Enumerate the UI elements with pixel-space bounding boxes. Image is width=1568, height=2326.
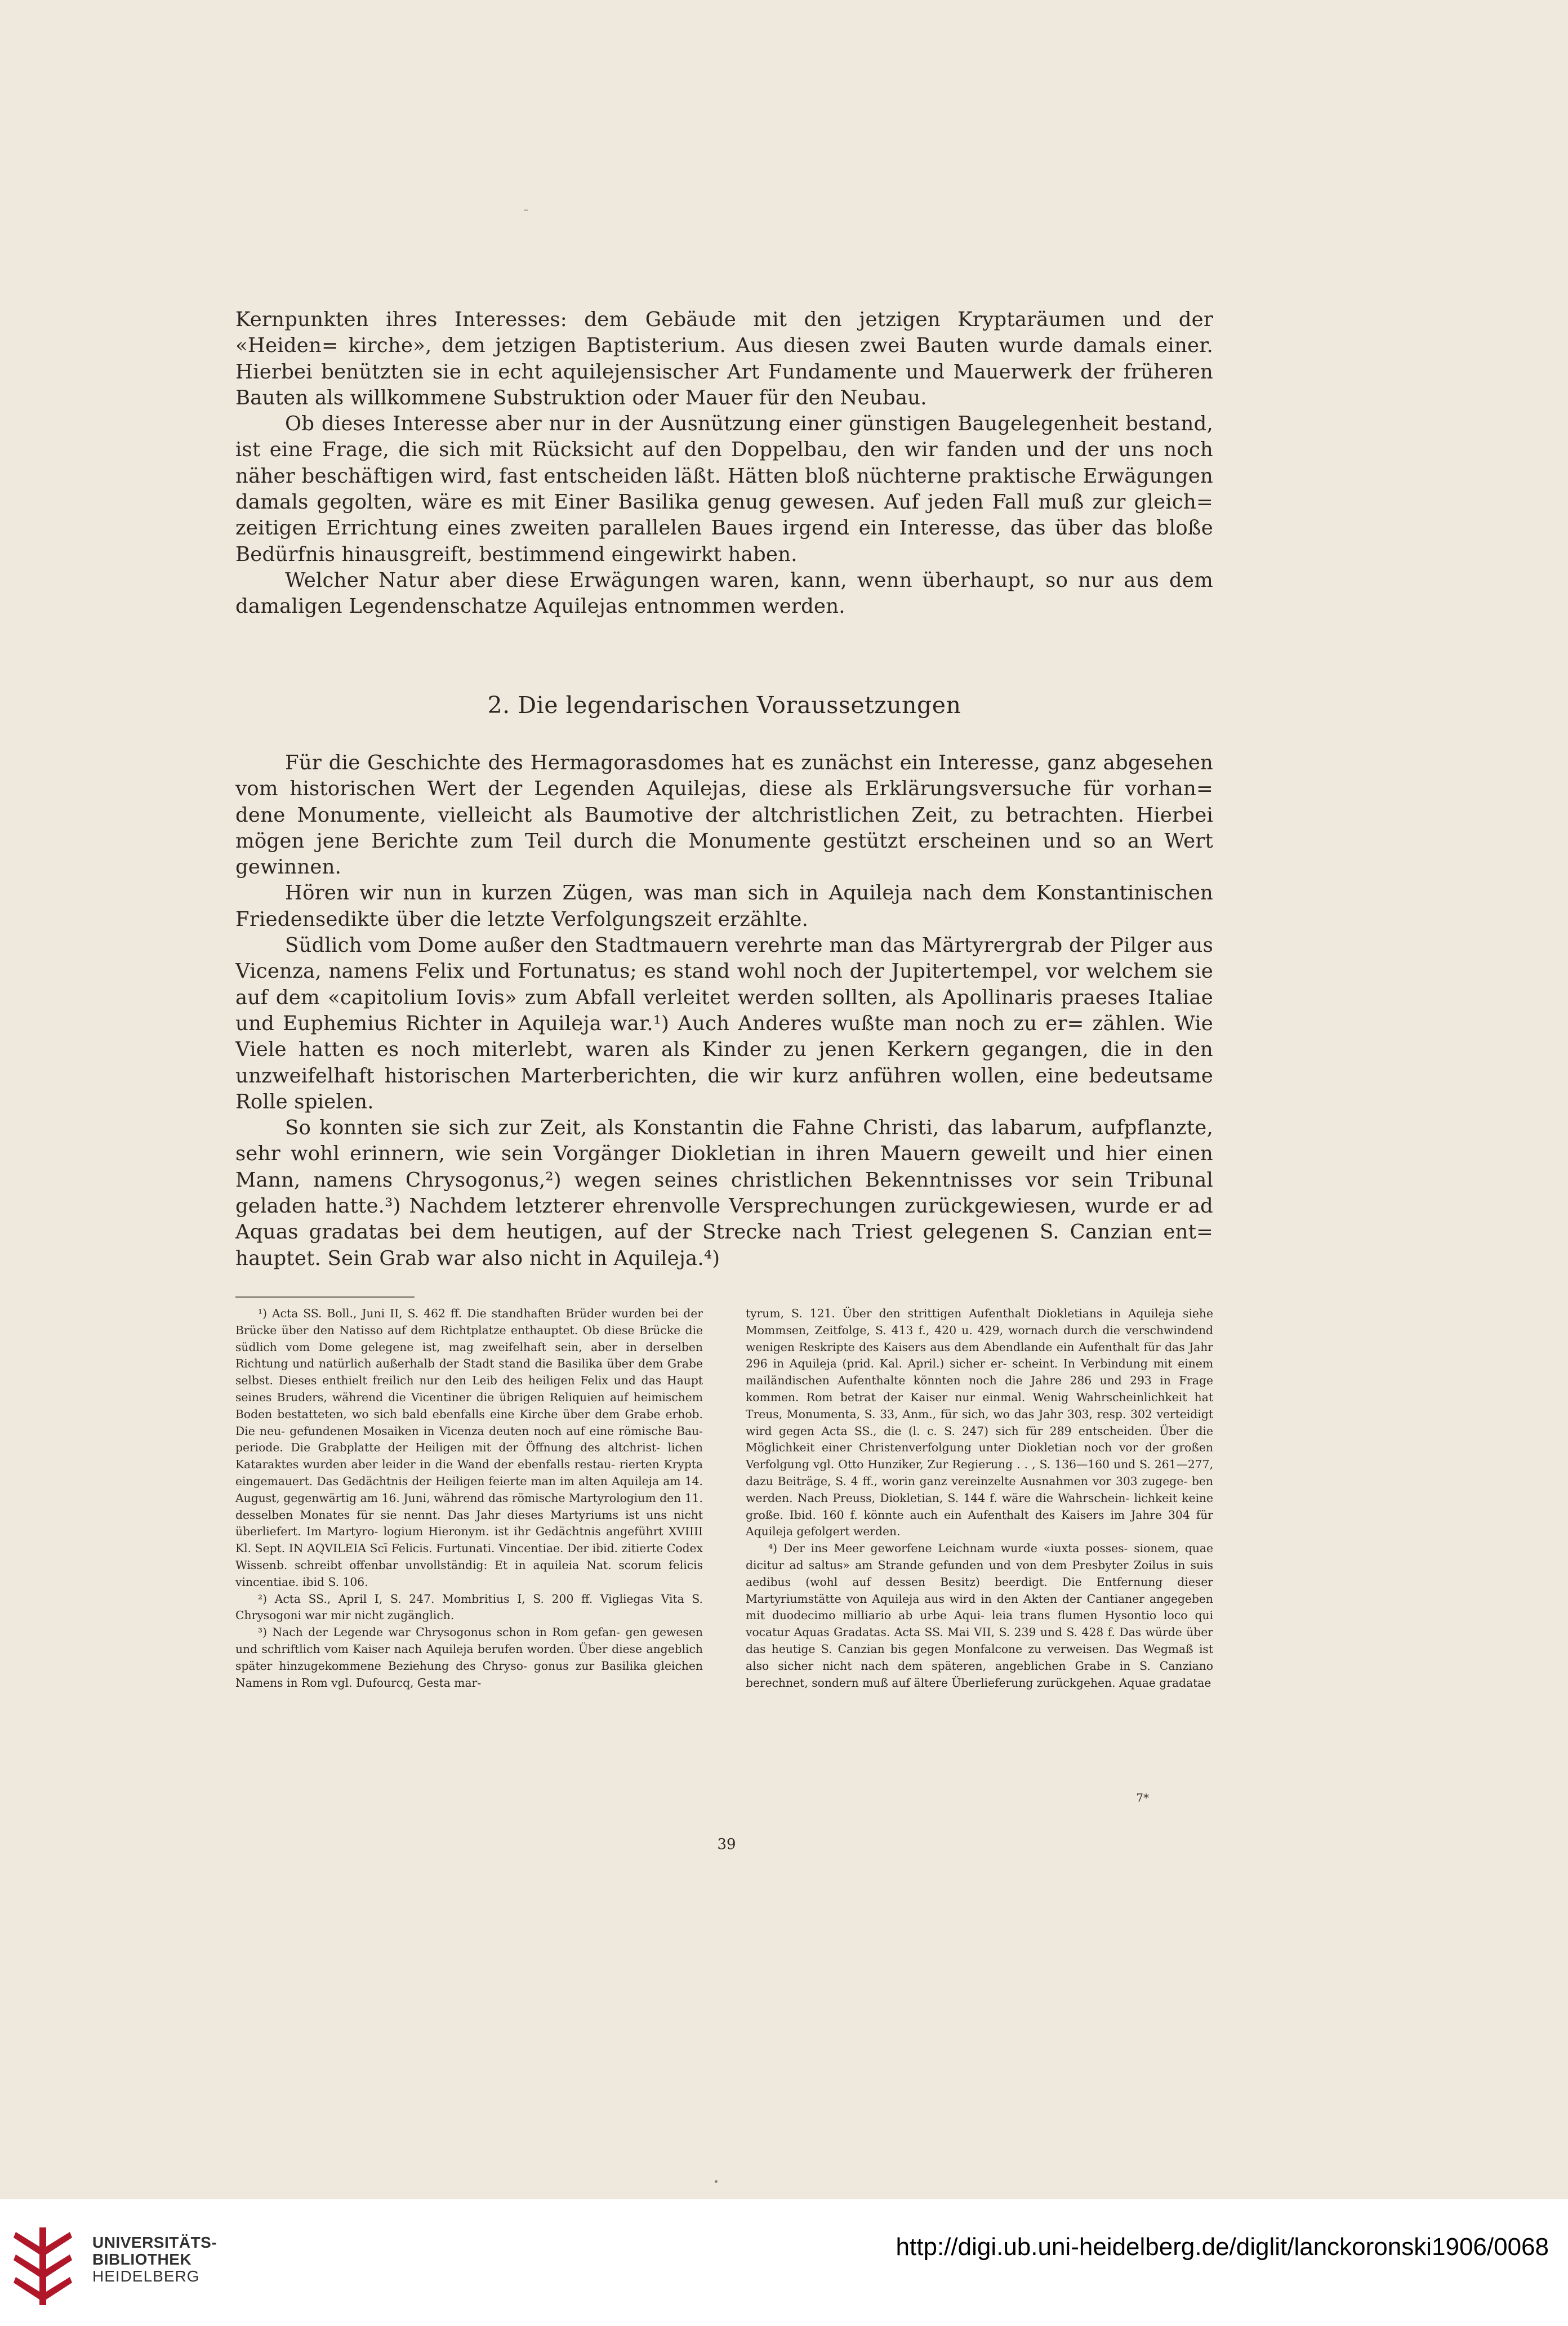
page-number: 39 [717, 1836, 736, 1853]
footnote: ¹) Acta SS. Boll., Juni II, S. 462 ff. Die standhaften Brüder wurden bei der Brücke über den Natisso auf dem Richtplatze enthauptet. Ob diese Brücke die südlich vom Dome gelegene ist, mag zweifelhaft sein, aber in derselben Richtung und natürlich außerhalb der Stadt stand die Basilika über dem Grabe selbst. Dieses enthielt freilich nur den Leib des heiligen Felix und das Haupt seines Bruders, während die Vicentiner die übrigen Reliquien auf heimischem Boden bestatteten, wo sich bald ebenfalls eine Kirche über dem Grabe erhob. Die neu- gefundenen Mosaiken in Vicenza deuten noch auf eine römische Bau- periode. Die Grabplatte der Heiligen mit der Öffnung des altchrist- lichen Kataraktes wurden aber leider in die Wand der ebenfalls restau- rierten Krypta eingemauert. Das Gedächtnis der Heiligen feierte man im alten Aquileja am 14. August, gegenwärtig am 16. Juni, während das römische Martyrologium den 11. desselben Monates für sie nennt. Das Jahr dieses Martyriums ist uns nicht überliefert. Im Martyro- logium Hieronym. ist ihr Gedächtnis angeführt XVIIII Kl. Sept. IN AQVILEIA Scī Felicis. Furtunati. Vincentiae. Der ibid. zitierte Codex Wissenb. schreibt offenbar unvollständig: Et in aquileia Nat. scorum felicis vincentiae. ibid S. 106. [235, 1307, 703, 1589]
ub-heidelberg-logo-icon[interactable] [9, 2224, 77, 2309]
paragraph: Für die Geschichte des Hermagorasdomes hat es zunächst ein Interesse, ganz abgesehen vom historischen Wert der Legenden Aquilejas, diese als Erklärungsversuche für vorhan= dene Monumente, vielleicht als Baumotive der altchristlichen Zeit, zu betrachten. Hierbei mögen jene Berichte zum Teil durch die Monumente gestützt erscheinen und so an Wert gewinnen. [235, 751, 1213, 879]
paragraph: So konnten sie sich zur Zeit, als Konstantin die Fahne Christi, das labarum, aufpflanzte, sehr wohl erinnern, wie sein Vorgänger Diokletian in ihren Mauern geweilt und hier einen Mann, namens Chrysogonus,²) wegen seines christlichen Bekenntnisses vor sein Tribunal geladen hatte.³) Nachdem letzterer ehrenvolle Versprechungen zurückgewiesen, wurde er ad Aquas gradatas bei dem heutigen, auf der Strecke nach Triest gelegenen S. Canzian ent= hauptet. Sein Grab war also nicht in Aquileja.⁴) [235, 1116, 1213, 1270]
paper-speck [524, 210, 528, 211]
body-text-section [235, 750, 1213, 1272]
footnotes-right-column [746, 1305, 1213, 1691]
footnote-divider [235, 1296, 415, 1298]
footnote: ⁴) Der ins Meer geworfene Leichnam wurde «iuxta posses- sionem, quae dicitur ad saltus» am Strande gefunden und von dem Presbyter Zoilus in suis aedibus (wohl auf dessen Besitz) beerdigt. Die Entfernung dieser Martyriumstätte von Aquileja aus wird in den Akten der Cantianer angegeben mit duodecimo milliario ab urbe Aqui- leia trans flumen Hysontio loco qui vocatur Aquas Gradatas. Acta SS. Mai VII, S. 239 und S. 428 f. Das würde über das heutige S. Canzian bis gegen Monfalcone zu verweisen. Das Wegmaß ist also sicher nicht nach dem späteren, angeblichen Grabe in S. Canziano berechnet, sondern muß auf ältere Überlieferung zurückgehen. Aquae gradatae [746, 1541, 1213, 1690]
footnote: ³) Nach der Legende war Chrysogonus schon in Rom gefan- gen gewesen und schriftlich vom Kaiser nach Aquileja berufen worden. Über diese angeblich später hinzugekommene Beziehung des Chryso- gonus zur Basilika gleichen Namens in Rom vgl. Dufourcq, Gesta mar- [235, 1625, 703, 1690]
body-text-top [235, 307, 1213, 620]
library-name [92, 2234, 217, 2285]
paragraph: Kernpunkten ihres Interesses: dem Gebäude mit den jetzigen Kryptaräumen und der «Heiden= kirche», dem jetzigen Baptisterium. Aus diesen zwei Bauten wurde damals einer. Hierbei benützten sie in echt aquilejensischer Art Fundamente und Mauerwerk der früheren Bauten als willkommene Substruktion oder Mauer für den Neubau. [235, 308, 1213, 409]
paragraph: Hören wir nun in kurzen Zügen, was man sich in Aquileja nach dem Konstantinischen Friedensedikte über die letzte Verfolgungszeit erzählte. [235, 881, 1213, 931]
paragraph: Ob dieses Interesse aber nur in der Ausnützung einer günstigen Baugelegenheit bestand, ist eine Frage, die sich mit Rücksicht auf den Doppelbau, den wir fanden und der uns noch näher beschäftigen wird, fast entscheiden läßt. Hätten bloß nüchterne praktische Erwägungen damals gegolten, wäre es mit Einer Basilika genug gewesen. Auf jeden Fall muß zur gleich= zeitigen Errichtung eines zweiten parallelen Baues irgend ein Interesse, das über das bloße Bedürfnis hinausgreift, bestimmend eingewirkt haben. [235, 412, 1213, 566]
paragraph: Welcher Natur aber diese Erwägungen waren, kann, wenn überhaupt, so nur aus dem damaligen Legendenschatze Aquilejas entnommen werden. [235, 568, 1213, 618]
library-name-line: HEIDELBERG [92, 2267, 200, 2285]
signature-mark: 7* [1136, 1791, 1149, 1804]
footnotes-left-column [235, 1305, 703, 1691]
footnote: ²) Acta SS., April I, S. 247. Mombritius I, S. 200 ff. Vigliegas Vita S. Chrysogoni war mir nicht zugänglich. [235, 1592, 703, 1623]
permalink-url[interactable]: http://digi.ub.uni-heidelberg.de/diglit/lanckoronski1906/0068 [896, 2233, 1549, 2261]
library-name-line: BIBLIOTHEK [92, 2251, 192, 2268]
library-name-line: UNIVERSITÄTS- [92, 2234, 217, 2251]
paragraph: Südlich vom Dome außer den Stadtmauern verehrte man das Märtyrergrab der Pilger aus Vicenza, namens Felix und Fortunatus; es stand wohl noch der Jupitertempel, vor welchem sie auf dem «capitolium Iovis» zum Abfall verleitet werden sollten, als Apollinaris praeses Italiae und Euphemius Richter in Aquileja war.¹) Auch Anderes wußte man noch zu er= zählen. Wie Viele hatten es noch miterlebt, waren als Kinder zu jenen Kerkern gegangen, die in den unzweifelhaft historischen Marterberichten, die wir kurz anführen wollen, eine bedeutsame Rolle spielen. [235, 934, 1213, 1113]
section-heading: 2. Die legendarischen Voraussetzungen [487, 692, 961, 719]
footnote: tyrum, S. 121. Über den strittigen Aufenthalt Diokletians in Aquileja siehe Mommsen, Zeitfolge, S. 413 f., 420 u. 429, wornach durch die verschwindend wenigen Reskripte des Kaisers aus dem Abendlande ein Aufenthalt für das Jahr 296 in Aquileja (prid. Kal. April.) sicher er- scheint. In Verbindung mit einem mailändischen Aufenthalte könnten noch die Jahre 286 und 293 in Frage kommen. Rom betrat der Kaiser nur einmal. Wenig Wahrscheinlichkeit hat Treus, Monumenta, S. 33, Anm., für sich, wo das Jahr 303, resp. 302 verteidigt wird gegen Acta SS., die (l. c. S. 247) sich für 289 entscheiden. Über die Möglichkeit einer Christenverfolgung unter Diokletian noch vor der großen Verfolgung vgl. Otto Hunziker, Zur Regierung . . , S. 136—160 und S. 261—277, dazu Beiträge, S. 4 ff., worin ganz vereinzelte Ausnahmen vor 303 zugege- ben werden. Nach Preuss, Diokletian, S. 144 f. wäre die Wahrschein- lichkeit keine große. Ibid. 160 f. könnte auch ein Aufenthalt des Kaisers im Jahre 304 für Aquileja gefolgert werden. [746, 1307, 1213, 1539]
library-footer [0, 2199, 1568, 2326]
paper-dot [715, 2180, 718, 2183]
